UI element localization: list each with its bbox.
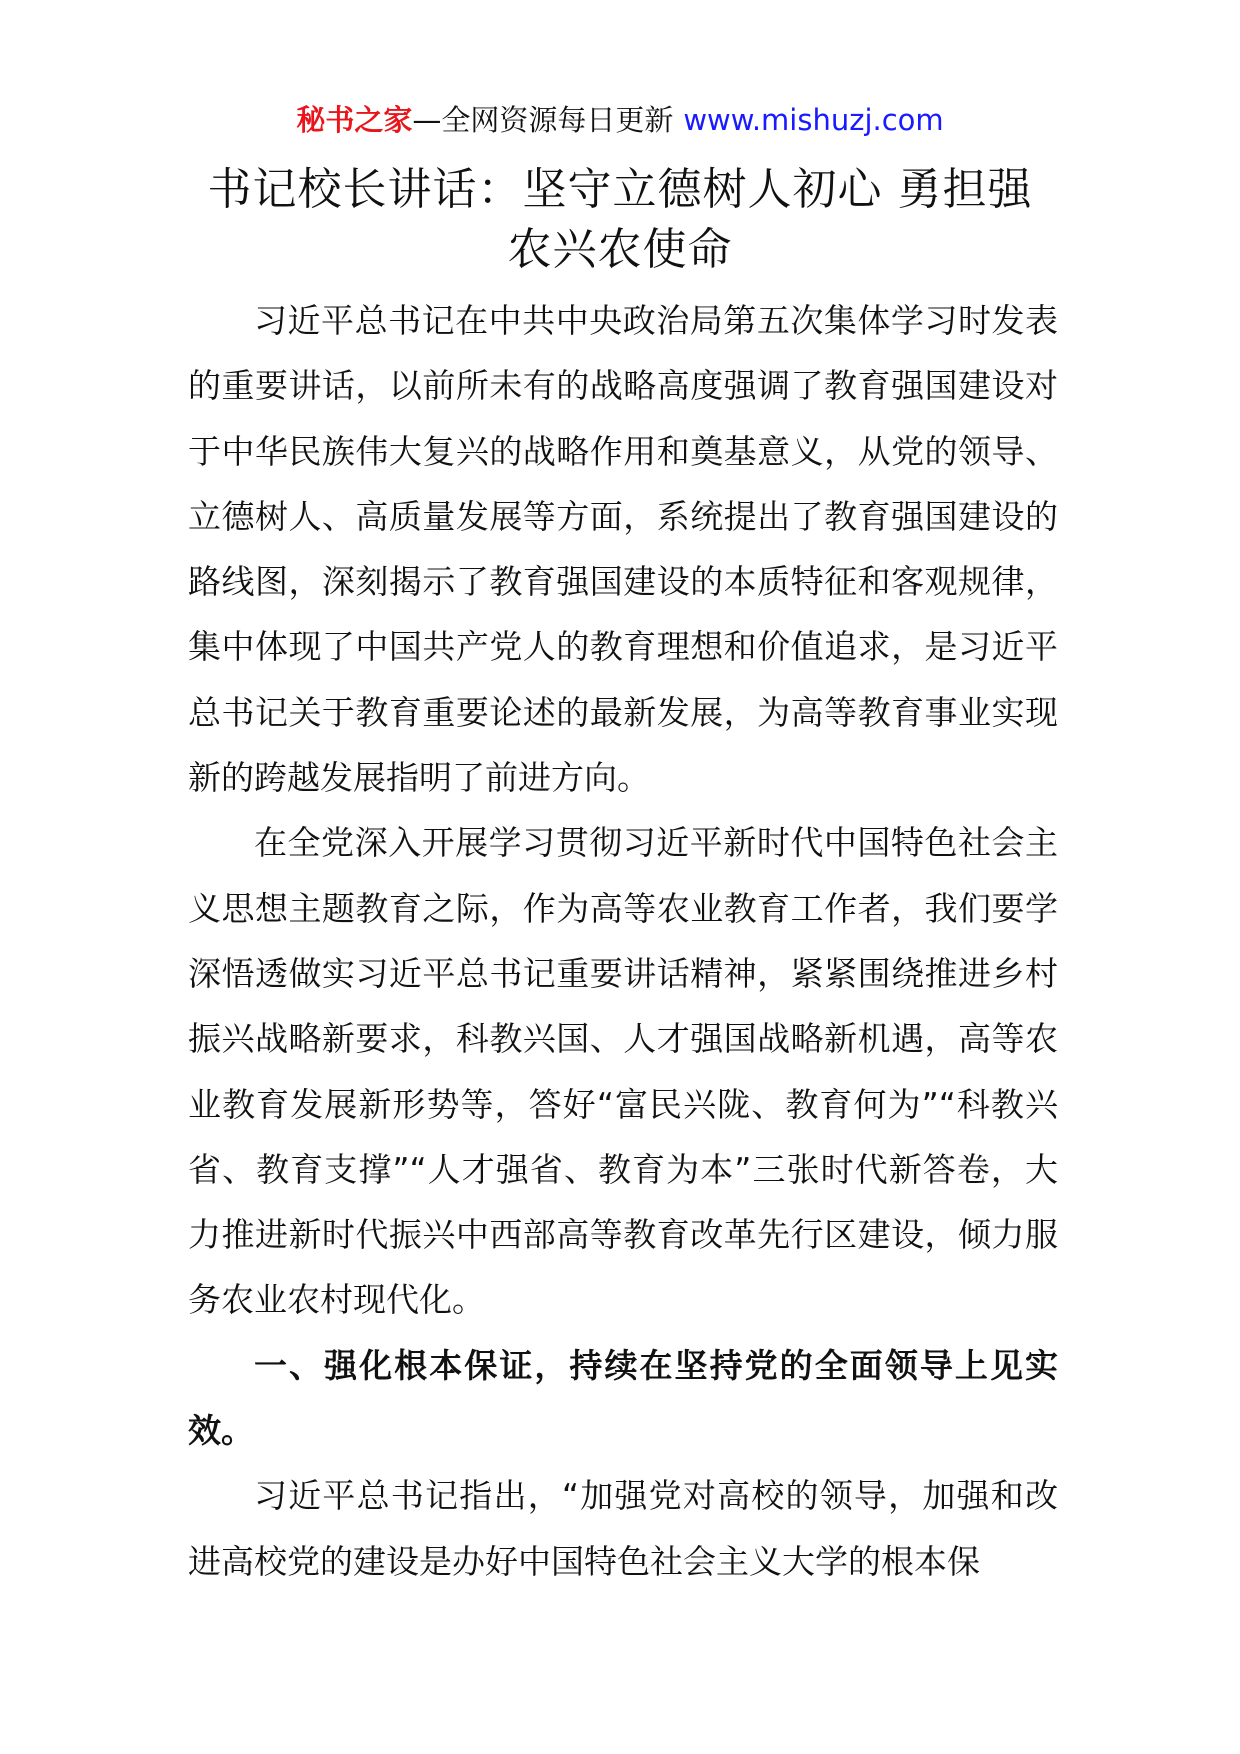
document-title: 书记校长讲话：坚守立德树人初心 勇担强农兴农使命 — [207, 164, 1033, 275]
site-brand: 秘书之家 — [296, 103, 413, 137]
site-header-banner — [0, 100, 1240, 140]
site-tagline: —全网资源每日更新 — [412, 103, 674, 137]
section-heading: 一、强化根本保证，持续在坚持党的全面领导上见实效。 — [188, 1345, 1058, 1451]
body-paragraph: 习近平总书记在中共中央政治局第五次集体学习时发表的重要讲话，以前所未有的战略高度强调了教育强国建设对于中华民族伟大复兴的战略作用和奠基意义，从党的领导、立德树人、高质量发展等方面，系统提出了教育强国建设的路线图，深刻揭示了教育强国建设的本质特征和客观规律，集中体现了中国共产党人的教育理想和价值追求，是习近平总书记关于教育重要论述的最新发展，为高等教育事业实现新的跨越发展指明了前进方向。 — [188, 301, 1058, 798]
site-url-link[interactable]: www.mishuzj.com — [683, 103, 944, 137]
document-body — [188, 288, 1058, 1594]
body-paragraph: 在全党深入开展学习贯彻习近平新时代中国特色社会主义思想主题教育之际，作为高等农业教育工作者，我们要学深悟透做实习近平总书记重要讲话精神，紧紧围绕推进乡村振兴战略新要求，科教兴国、人才强国战略新机遇，高等农业教育发展新形势等，答好“富民兴陇、教育何为”“科教兴省、教育支撑”“人才强省、教育为本”三张时代新答卷，大力推进新时代振兴中西部高等教育改革先行区建设，倾力服务农业农村现代化。 — [188, 823, 1058, 1320]
body-paragraph: 习近平总书记指出，“加强党对高校的领导，加强和改进高校党的建设是办好中国特色社会主义大学的根本保 — [188, 1476, 1058, 1581]
